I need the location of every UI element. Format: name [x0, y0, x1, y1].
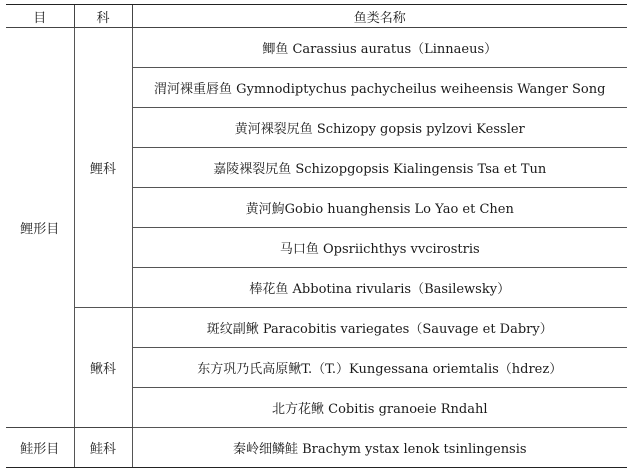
table-row	[6, 428, 627, 468]
header-family: 科	[74, 5, 132, 28]
header-order: 目	[6, 5, 74, 28]
table-row	[6, 28, 627, 68]
order-cell: 鲤形目	[6, 28, 74, 428]
table-row	[6, 308, 627, 348]
species-name: 黄河裸裂尻鱼 Schizopy gopsis pylzovi Kessler	[132, 108, 627, 148]
species-name: 鲫鱼 Carassius auratus（Linnaeus）	[132, 28, 627, 68]
species-name: 渭河裸重唇鱼 Gymnodiptychus pachycheilus weiheensis Wanger Song	[132, 68, 627, 108]
species-name: 东方巩乃氏高原鳅T.（T.）Kungessana oriemtalis（hdrez）	[132, 348, 627, 388]
species-name: 嘉陵裸裂尻鱼 Schizopgopsis Kialingensis Tsa et Tun	[132, 148, 627, 188]
family-cell: 鳅科	[74, 308, 132, 428]
fish-species-table	[6, 4, 627, 468]
species-name: 斑纹副鳅 Paracobitis variegates（Sauvage et Dabry）	[132, 308, 627, 348]
species-name: 马口鱼 Opsriichthys vvcirostris	[132, 228, 627, 268]
header-name: 鱼类名称	[132, 5, 627, 28]
species-name: 棒花鱼 Abbotina rivularis（Basilewsky）	[132, 268, 627, 308]
species-name: 黄河鮈Gobio huanghensis Lo Yao et Chen	[132, 188, 627, 228]
family-cell: 鲑科	[74, 428, 132, 468]
species-name: 北方花鳅 Cobitis granoeie Rndahl	[132, 388, 627, 428]
family-cell: 鲤科	[74, 28, 132, 308]
species-name: 秦岭细鳞鲑 Brachym ystax lenok tsinlingensis	[132, 428, 627, 468]
header-row	[6, 5, 627, 28]
order-cell: 鲑形目	[6, 428, 74, 468]
